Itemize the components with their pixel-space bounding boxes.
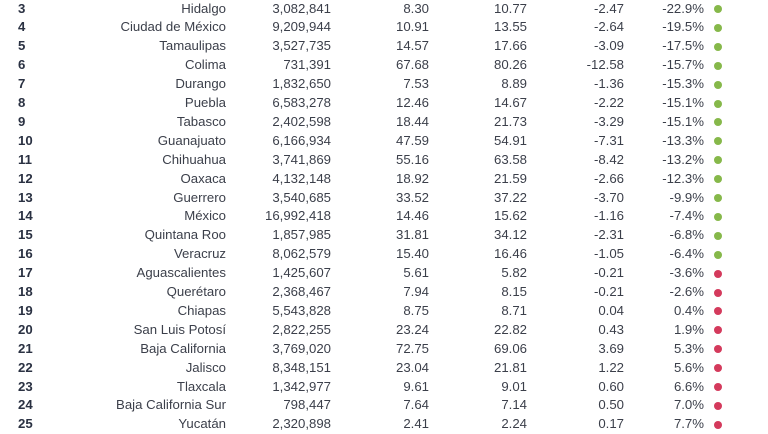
- state-name-cell: México: [184, 208, 226, 224]
- population-cell: 1,342,977: [272, 378, 331, 394]
- decrease-indicator-dot: [714, 81, 722, 89]
- table-row: [0, 0, 768, 18]
- rate-b-cell: 63.58: [493, 151, 527, 167]
- decrease-indicator-dot: [714, 24, 722, 32]
- difference-cell: -8.42: [593, 151, 624, 167]
- percent-change-cell: 5.6%: [673, 359, 704, 375]
- rate-a-cell: 23.04: [395, 359, 429, 375]
- percent-change-cell: -17.5%: [662, 38, 704, 54]
- increase-indicator-dot: [714, 421, 722, 429]
- state-name-cell: Colima: [184, 57, 226, 73]
- state-name-cell: Quintana Roo: [144, 227, 226, 243]
- state-name-cell: Tlaxcala: [176, 378, 226, 394]
- decrease-indicator-dot: [714, 43, 722, 51]
- percent-change-cell: -15.7%: [662, 57, 704, 73]
- rank-cell: 13: [18, 189, 33, 205]
- difference-cell: 3.69: [598, 340, 624, 356]
- rank-cell: 6: [18, 57, 26, 73]
- rate-a-cell: 18.44: [395, 113, 429, 129]
- rank-cell: 20: [18, 321, 33, 337]
- increase-indicator-dot: [714, 364, 722, 372]
- percent-change-cell: 0.4%: [673, 302, 704, 318]
- difference-cell: -12.58: [586, 57, 624, 73]
- table-row: [0, 226, 768, 245]
- table-row: [0, 245, 768, 264]
- rate-b-cell: 21.59: [493, 170, 527, 186]
- difference-cell: 0.43: [598, 321, 624, 337]
- rate-a-cell: 9.61: [403, 378, 429, 394]
- decrease-indicator-dot: [714, 62, 722, 70]
- percent-change-cell: -2.6%: [669, 284, 704, 299]
- rate-b-cell: 8.71: [501, 302, 527, 318]
- increase-indicator-dot: [714, 289, 722, 297]
- decrease-indicator-dot: [714, 100, 722, 108]
- rate-b-cell: 9.01: [501, 378, 527, 394]
- population-cell: 3,741,869: [272, 151, 331, 167]
- decrease-indicator-dot: [714, 194, 722, 202]
- difference-cell: -2.64: [593, 19, 624, 35]
- rate-a-cell: 14.46: [395, 208, 429, 224]
- rate-b-cell: 80.26: [493, 57, 527, 73]
- difference-cell: -2.31: [593, 227, 624, 243]
- rate-b-cell: 22.82: [493, 321, 527, 337]
- rate-b-cell: 37.22: [493, 189, 527, 205]
- rate-b-cell: 5.82: [501, 265, 527, 281]
- rank-cell: 10: [18, 132, 33, 148]
- difference-cell: -3.29: [593, 113, 624, 129]
- rate-a-cell: 7.53: [403, 76, 429, 92]
- increase-indicator-dot: [714, 326, 722, 334]
- difference-cell: -2.66: [593, 170, 624, 186]
- state-name-cell: Durango: [175, 76, 226, 92]
- decrease-indicator-dot: [714, 156, 722, 164]
- rate-a-cell: 10.91: [395, 19, 429, 35]
- difference-cell: -2.47: [593, 0, 624, 16]
- rate-a-cell: 8.75: [403, 302, 429, 318]
- rank-cell: 3: [18, 0, 26, 16]
- state-name-cell: Guanajuato: [157, 132, 226, 148]
- table-row: [0, 302, 768, 321]
- percent-change-cell: -12.3%: [662, 170, 704, 186]
- percent-change-cell: -15.1%: [662, 113, 704, 129]
- increase-indicator-dot: [714, 402, 722, 410]
- population-cell: 4,132,148: [272, 170, 331, 186]
- decrease-indicator-dot: [714, 251, 722, 259]
- rate-b-cell: 17.66: [493, 38, 527, 54]
- percent-change-cell: -15.3%: [662, 76, 704, 92]
- state-name-cell: Baja California: [140, 340, 226, 356]
- table-row: [0, 151, 768, 170]
- rank-cell: 7: [18, 76, 26, 92]
- table-row: [0, 75, 768, 94]
- difference-cell: -1.05: [593, 246, 624, 262]
- state-name-cell: Oaxaca: [180, 170, 226, 186]
- rank-cell: 17: [18, 265, 33, 281]
- rate-a-cell: 15.40: [395, 246, 429, 262]
- state-name-cell: Hidalgo: [181, 0, 226, 16]
- percent-change-cell: -13.3%: [662, 132, 704, 148]
- difference-cell: 1.22: [598, 359, 624, 375]
- rate-a-cell: 14.57: [395, 38, 429, 54]
- rate-b-cell: 8.15: [501, 284, 527, 299]
- rate-a-cell: 33.52: [395, 189, 429, 205]
- population-cell: 5,543,828: [272, 302, 331, 318]
- difference-cell: -0.21: [593, 265, 624, 281]
- rate-b-cell: 8.89: [501, 76, 527, 92]
- rank-cell: 9: [18, 113, 26, 129]
- percent-change-cell: 6.6%: [673, 378, 704, 394]
- rate-a-cell: 72.75: [395, 340, 429, 356]
- rank-cell: 15: [18, 227, 33, 243]
- rank-cell: 8: [18, 95, 26, 110]
- rank-cell: 25: [18, 416, 33, 432]
- state-name-cell: Yucatán: [178, 416, 226, 432]
- population-cell: 798,447: [283, 397, 331, 413]
- rank-cell: 12: [18, 170, 33, 186]
- table-row: [0, 264, 768, 283]
- table-row: [0, 415, 768, 434]
- percent-change-cell: -6.8%: [669, 227, 704, 243]
- population-cell: 1,857,985: [272, 227, 331, 243]
- rate-a-cell: 5.61: [403, 265, 429, 281]
- percent-change-cell: -6.4%: [669, 246, 704, 262]
- state-name-cell: Chiapas: [177, 302, 226, 318]
- rate-a-cell: 8.30: [403, 0, 429, 16]
- rate-a-cell: 67.68: [395, 57, 429, 73]
- percent-change-cell: 1.9%: [673, 321, 704, 337]
- state-name-cell: Jalisco: [185, 359, 226, 375]
- decrease-indicator-dot: [714, 213, 722, 221]
- population-cell: 2,822,255: [272, 321, 331, 337]
- state-name-cell: Chihuahua: [162, 151, 226, 167]
- population-cell: 3,527,735: [272, 38, 331, 54]
- population-cell: 16,992,418: [264, 208, 331, 224]
- population-cell: 2,402,598: [272, 113, 331, 129]
- percent-change-cell: -3.6%: [669, 265, 704, 281]
- difference-cell: -0.21: [593, 284, 624, 299]
- state-name-cell: San Luis Potosí: [133, 321, 226, 337]
- population-cell: 8,348,151: [272, 359, 331, 375]
- difference-cell: 0.17: [598, 416, 624, 432]
- difference-cell: -1.16: [593, 208, 624, 224]
- table-row: [0, 18, 768, 37]
- percent-change-cell: -7.4%: [669, 208, 704, 224]
- rate-b-cell: 69.06: [493, 340, 527, 356]
- decrease-indicator-dot: [714, 118, 722, 126]
- state-name-cell: Puebla: [184, 95, 226, 110]
- rate-a-cell: 18.92: [395, 170, 429, 186]
- population-cell: 6,166,934: [272, 132, 331, 148]
- rank-cell: 19: [18, 302, 33, 318]
- rate-a-cell: 31.81: [395, 227, 429, 243]
- rate-b-cell: 54.91: [493, 132, 527, 148]
- rate-a-cell: 55.16: [395, 151, 429, 167]
- percent-change-cell: 7.0%: [673, 397, 704, 413]
- population-cell: 1,832,650: [272, 76, 331, 92]
- rate-b-cell: 14.67: [493, 95, 527, 110]
- rate-a-cell: 7.94: [403, 284, 429, 299]
- difference-cell: -3.09: [593, 38, 624, 54]
- decrease-indicator-dot: [714, 5, 722, 13]
- rate-b-cell: 34.12: [493, 227, 527, 243]
- state-name-cell: Aguascalientes: [136, 265, 226, 281]
- rate-a-cell: 47.59: [395, 132, 429, 148]
- decrease-indicator-dot: [714, 175, 722, 183]
- rank-cell: 18: [18, 284, 33, 299]
- table-row: [0, 189, 768, 208]
- table-row: [0, 56, 768, 75]
- table-row: [0, 321, 768, 340]
- table-row: [0, 132, 768, 151]
- rate-b-cell: 7.14: [501, 397, 527, 413]
- decrease-indicator-dot: [714, 137, 722, 145]
- table-row: [0, 207, 768, 226]
- table-row: [0, 359, 768, 378]
- rate-b-cell: 16.46: [493, 246, 527, 262]
- rate-a-cell: 12.46: [395, 95, 429, 110]
- population-cell: 1,425,607: [272, 265, 331, 281]
- percent-change-cell: 7.7%: [673, 416, 704, 432]
- state-name-cell: Tamaulipas: [159, 38, 226, 54]
- rate-b-cell: 10.77: [493, 0, 527, 16]
- rate-b-cell: 21.81: [493, 359, 527, 375]
- table-row: [0, 94, 768, 113]
- rank-cell: 5: [18, 38, 26, 54]
- percent-change-cell: 5.3%: [673, 340, 704, 356]
- rate-b-cell: 15.62: [493, 208, 527, 224]
- population-cell: 2,368,467: [272, 284, 331, 299]
- population-cell: 731,391: [283, 57, 331, 73]
- rate-a-cell: 23.24: [395, 321, 429, 337]
- rank-cell: 11: [18, 151, 32, 167]
- difference-cell: 0.60: [598, 378, 624, 394]
- difference-cell: 0.50: [598, 397, 624, 413]
- rate-b-cell: 2.24: [501, 416, 527, 432]
- table-row: [0, 340, 768, 359]
- table-row: [0, 113, 768, 132]
- increase-indicator-dot: [714, 270, 722, 278]
- population-cell: 2,320,898: [272, 416, 331, 432]
- difference-cell: -3.70: [593, 189, 624, 205]
- table-row: [0, 378, 768, 397]
- rank-cell: 16: [18, 246, 33, 262]
- state-name-cell: Guerrero: [173, 189, 226, 205]
- population-cell: 9,209,944: [272, 19, 331, 35]
- increase-indicator-dot: [714, 345, 722, 353]
- state-name-cell: Querétaro: [166, 284, 226, 299]
- rank-cell: 24: [18, 397, 33, 413]
- population-cell: 3,082,841: [272, 0, 331, 16]
- population-cell: 6,583,278: [272, 95, 331, 110]
- rank-cell: 22: [18, 359, 33, 375]
- rate-a-cell: 7.64: [403, 397, 429, 413]
- rate-b-cell: 21.73: [493, 113, 527, 129]
- table-row: [0, 170, 768, 189]
- state-name-cell: Tabasco: [176, 113, 226, 129]
- percent-change-cell: -15.1%: [662, 95, 704, 110]
- population-cell: 3,769,020: [272, 340, 331, 356]
- increase-indicator-dot: [714, 307, 722, 315]
- increase-indicator-dot: [714, 383, 722, 391]
- rank-cell: 21: [18, 340, 33, 356]
- percent-change-cell: -13.2%: [662, 151, 704, 167]
- state-name-cell: Ciudad de México: [120, 19, 226, 35]
- population-cell: 3,540,685: [272, 189, 331, 205]
- rank-cell: 4: [18, 19, 26, 35]
- population-cell: 8,062,579: [272, 246, 331, 262]
- difference-cell: -2.22: [593, 95, 624, 110]
- difference-cell: 0.04: [598, 302, 624, 318]
- rate-a-cell: 2.41: [403, 416, 429, 432]
- rate-b-cell: 13.55: [493, 19, 527, 35]
- rank-cell: 14: [18, 208, 33, 224]
- difference-cell: -1.36: [593, 76, 624, 92]
- state-name-cell: Veracruz: [173, 246, 226, 262]
- state-name-cell: Baja California Sur: [116, 397, 226, 413]
- table-row: [0, 396, 768, 415]
- table-row: [0, 283, 768, 302]
- percent-change-cell: -19.5%: [662, 19, 704, 35]
- rank-cell: 23: [18, 378, 33, 394]
- difference-cell: -7.31: [593, 132, 624, 148]
- percent-change-cell: -22.9%: [662, 0, 704, 16]
- decrease-indicator-dot: [714, 232, 722, 240]
- table-row: [0, 37, 768, 56]
- percent-change-cell: -9.9%: [669, 189, 704, 205]
